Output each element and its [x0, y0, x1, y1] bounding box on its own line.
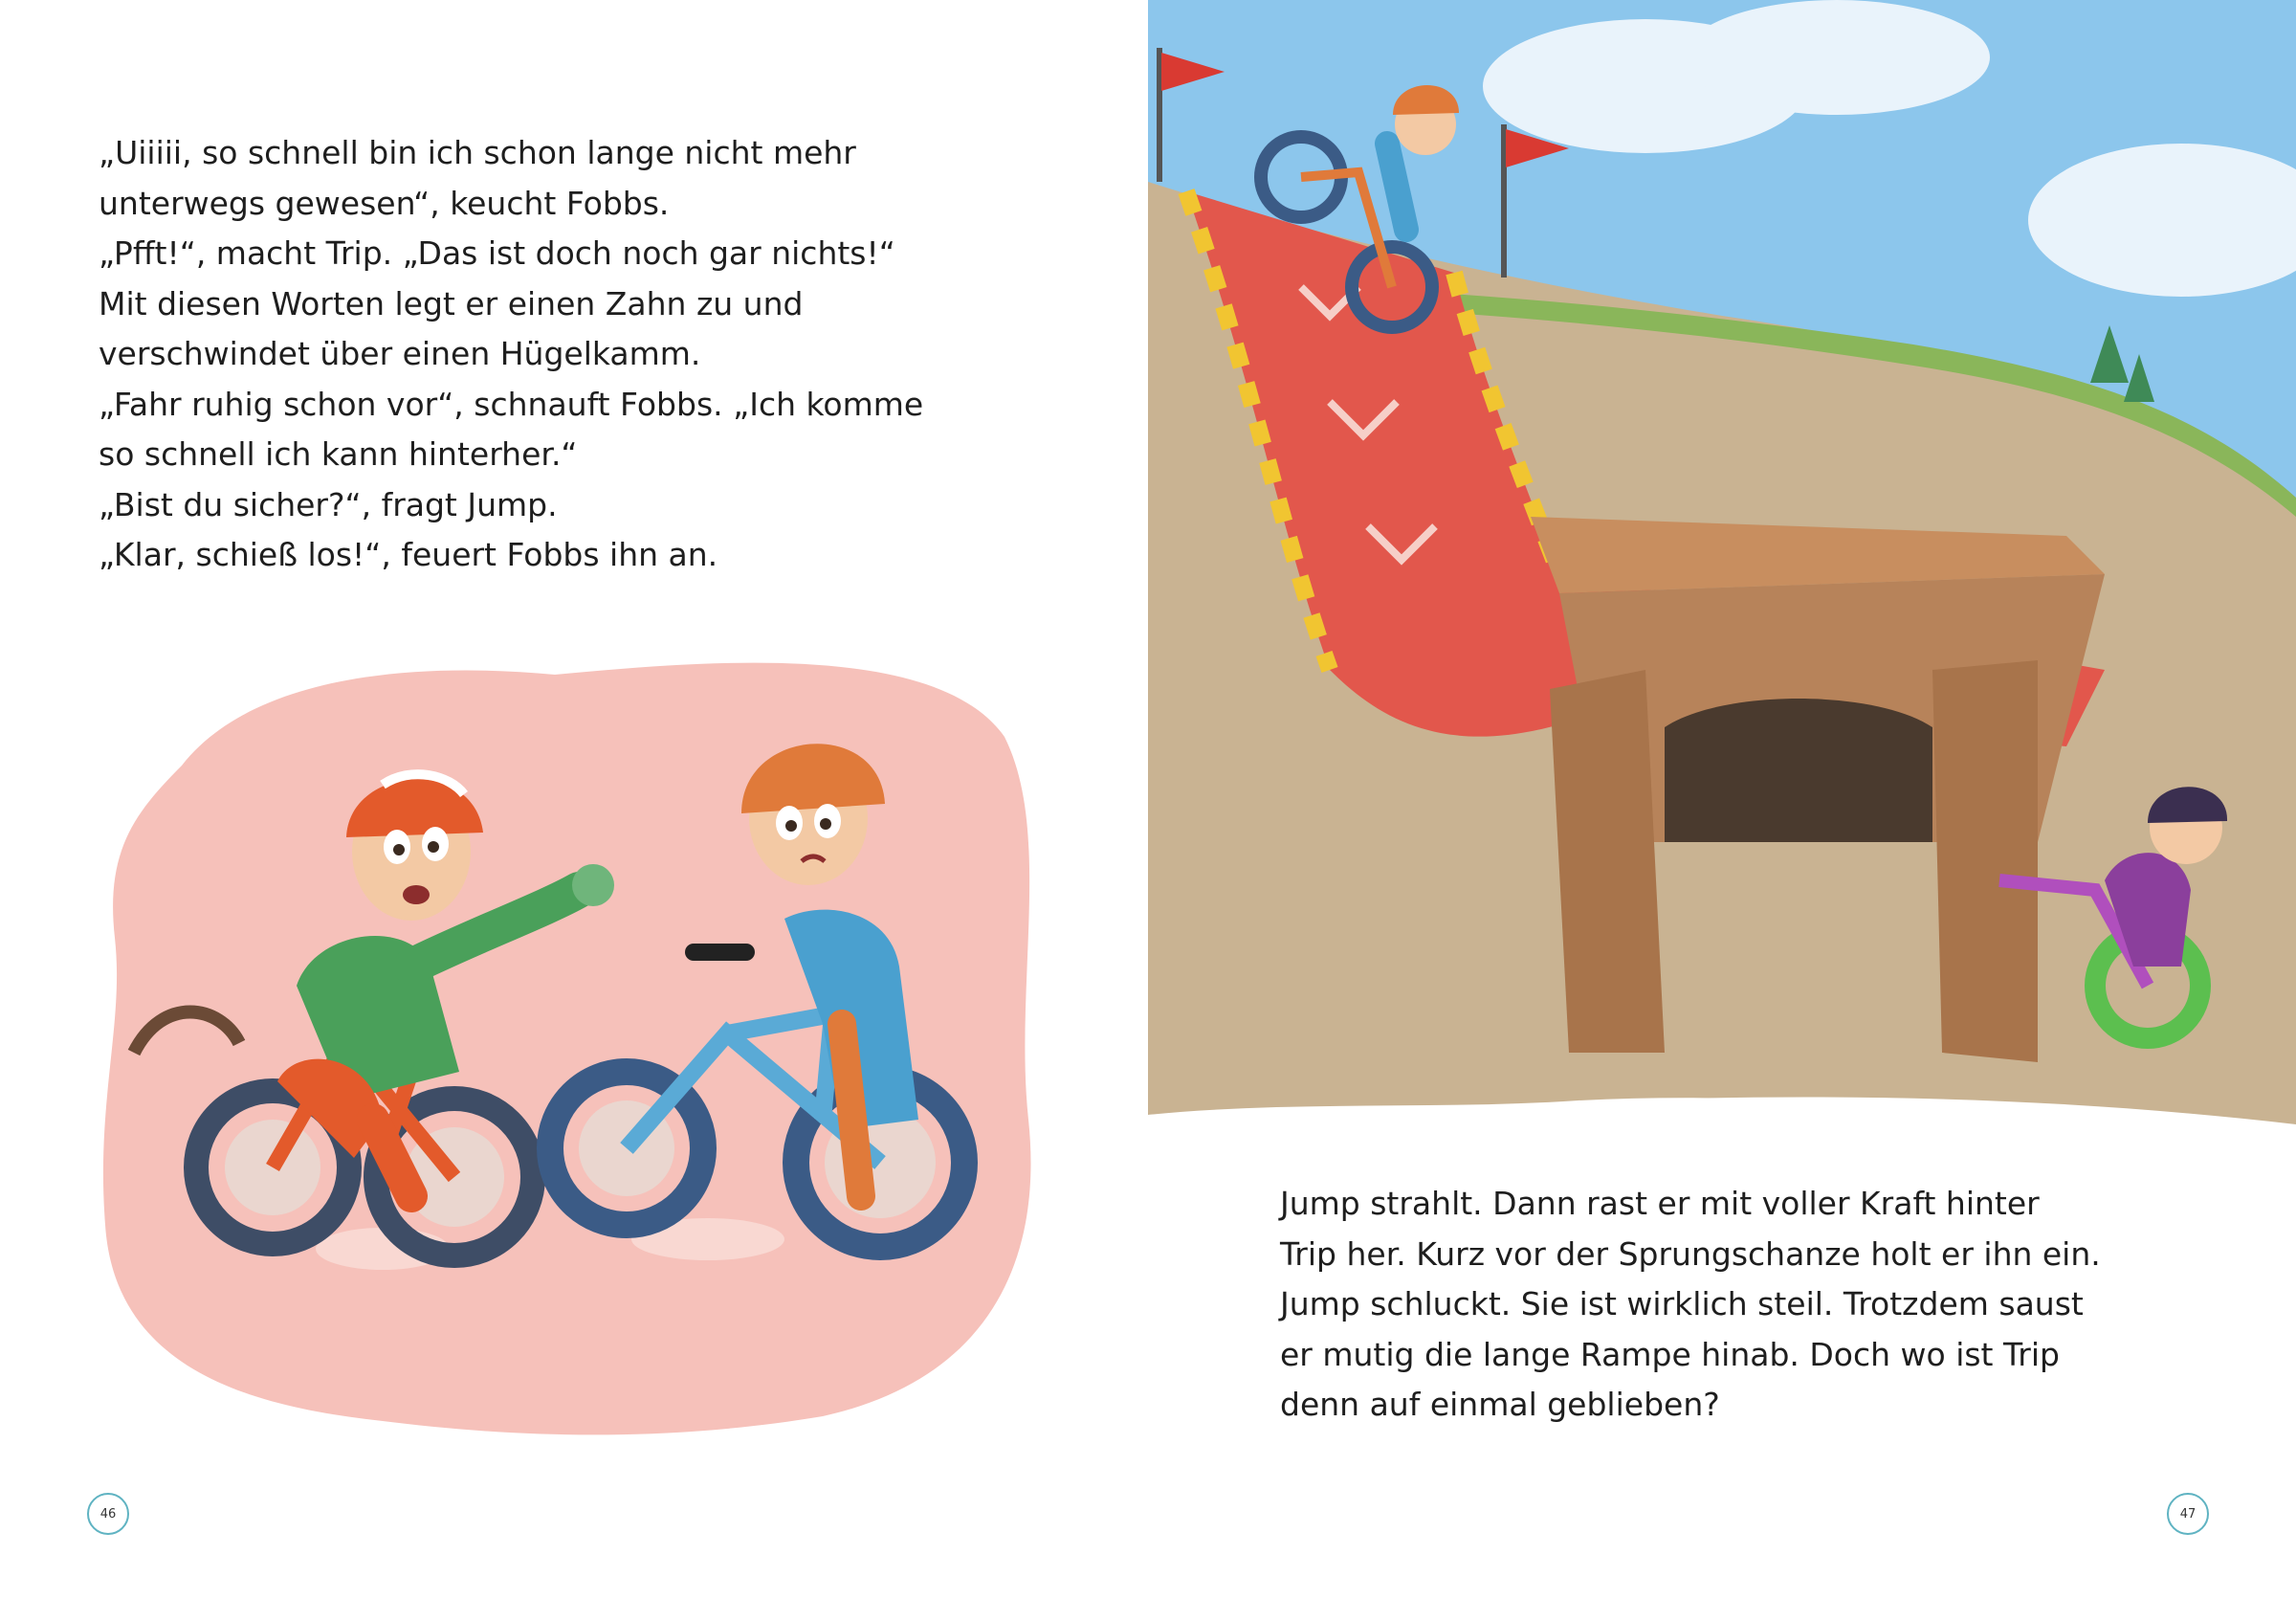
text-line: Mit diesen Worten legt er einen Zahn zu und: [99, 284, 804, 322]
page-number-right: 47: [2167, 1493, 2209, 1535]
text-line: „Bist du sicher?“, fragt Jump.: [99, 485, 558, 523]
wood-pillar: [1550, 670, 1665, 1053]
text-line: Trip her. Kurz vor der Sprungschanze holt er ihn ein.: [1280, 1234, 2101, 1273]
text-line: Jump schluckt. Sie ist wirklich steil. Trotzdem saust: [1280, 1285, 2084, 1322]
text-line: so schnell ich kann hinterher.“: [99, 435, 578, 473]
text-line: er mutig die lange Rampe hinab. Doch wo ist Trip: [1280, 1335, 2060, 1373]
text-line: unterwegs gewesen“, keucht Fobbs.: [99, 184, 670, 222]
right-page: [1148, 0, 2296, 1622]
bikes-illustration: [96, 622, 1033, 1445]
cloud: [1684, 0, 1990, 115]
text-line: Jump strahlt. Dann rast er mit voller Kraft hinter: [1280, 1185, 2040, 1222]
right-page-text: [1280, 1179, 2101, 1431]
text-line: „Uiiiii, so schnell bin ich schon lange nicht mehr: [99, 134, 856, 171]
text-line: denn auf einmal geblieben?: [1280, 1386, 1720, 1423]
tunnel-opening: [1665, 699, 1932, 842]
left-page-text: [99, 128, 923, 581]
wood-pillar: [1932, 660, 2038, 1062]
text-line: verschwindet über einen Hügelkamm.: [99, 335, 701, 372]
page-number-left: 46: [87, 1493, 129, 1535]
text-line: „Fahr ruhig schon vor“, schnauft Fobbs. „Ich komme: [99, 385, 924, 423]
text-line: „Pfft!“, macht Trip. „Das ist doch noch gar nichts!“: [99, 234, 895, 272]
text-line: „Klar, schieß los!“, feuert Fobbs ihn an.: [99, 536, 718, 573]
ramp-illustration: [1148, 0, 2296, 1148]
